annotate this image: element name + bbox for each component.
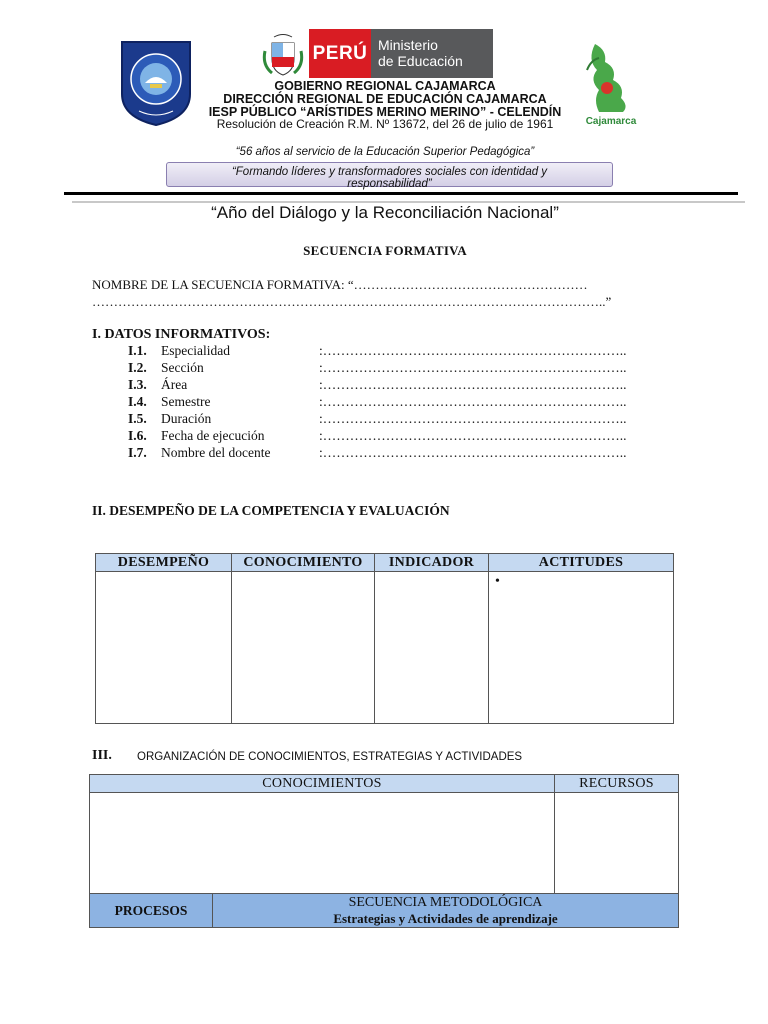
info-row-fecha — [128, 428, 627, 444]
info-row-dots: :………………………………………………………….. — [319, 377, 627, 392]
peru-badge: PERÚ — [309, 29, 371, 78]
info-row-docente — [128, 445, 627, 461]
info-row-dots: :………………………………………………………….. — [319, 343, 627, 358]
ministry-badge — [371, 29, 493, 78]
col-conocimiento: CONOCIMIENTO — [232, 554, 375, 572]
info-row-dots: :………………………………………………………….. — [319, 445, 627, 460]
cajamarca-logo-text: Cajamarca — [585, 116, 637, 127]
cell-conocimientos[interactable] — [90, 793, 555, 894]
table-row — [90, 894, 679, 928]
cell-conocimiento[interactable] — [232, 572, 375, 724]
col-indicador: INDICADOR — [375, 554, 489, 572]
cell-indicador[interactable] — [375, 572, 489, 724]
table-header-row — [90, 775, 679, 793]
col-recursos: RECURSOS — [555, 775, 679, 793]
header-line-3: IESP PÚBLICO “ARÍSTIDES MERINO MERINO” - CELENDÍN — [208, 105, 562, 119]
info-row-number: I.1. — [128, 343, 147, 358]
info-row-label: Área — [161, 377, 188, 392]
ministry-line2: de Educación — [378, 53, 463, 69]
section3-title: ORGANIZACIÓN DE CONOCIMIENTOS, ESTRATEGIAS Y ACTIVIDADES — [137, 751, 523, 763]
table-header-row — [96, 554, 674, 572]
year-title: “Año del Diálogo y la Reconciliación Nacional” — [211, 203, 559, 222]
header-line-1: GOBIERNO REGIONAL CAJAMARCA — [274, 79, 496, 93]
info-row-label: Sección — [161, 360, 204, 375]
cell-actitudes[interactable] — [489, 572, 674, 724]
national-shield-icon — [262, 33, 304, 79]
info-row-dots: :………………………………………………………….. — [319, 411, 627, 426]
organization-table — [89, 774, 679, 928]
info-row-number: I.7. — [128, 445, 147, 460]
section3-number: III. — [92, 748, 112, 763]
info-row-number: I.5. — [128, 411, 147, 426]
cell-desempeno[interactable] — [96, 572, 232, 724]
motto-box-line1: “Formando líderes y transformadores sociales con identidad y — [231, 166, 548, 178]
competence-table — [95, 553, 674, 724]
info-row-label: Especialidad — [161, 343, 230, 358]
motto-text: “56 años al servicio de la Educación Superior Pedagógica” — [235, 146, 535, 158]
info-row-label: Fecha de ejecución — [161, 428, 265, 443]
secuencia-subtitle: Estrategias y Actividades de aprendizaje — [333, 910, 558, 926]
sequence-name-line1: NOMBRE DE LA SECUENCIA FORMATIVA: “……………………………………………… — [92, 277, 588, 292]
col-actitudes: ACTITUDES — [489, 554, 674, 572]
info-row-duracion — [128, 411, 627, 427]
header-line-2: DIRECCIÓN REGIONAL DE EDUCACIÓN CAJAMARCA — [223, 92, 547, 106]
section2-title: II. DESEMPEÑO DE LA COMPETENCIA Y EVALUACIÓN — [92, 503, 450, 518]
motto-box — [166, 162, 613, 190]
info-row-dots: :………………………………………………………….. — [319, 394, 627, 409]
section1-title: I. DATOS INFORMATIVOS: — [92, 327, 271, 342]
sequence-name-line2: ………………………………………………………………………………………………………..” — [92, 294, 612, 309]
info-row-seccion — [128, 360, 627, 376]
info-row-especialidad — [128, 343, 627, 359]
ministry-line1: Ministerio — [378, 37, 438, 53]
cell-recursos[interactable] — [555, 793, 679, 894]
info-row-number: I.3. — [128, 377, 147, 392]
info-row-dots: :………………………………………………………….. — [319, 428, 627, 443]
info-row-label: Nombre del docente — [161, 445, 271, 460]
info-row-label: Duración — [161, 411, 212, 426]
col-conocimientos: CONOCIMIENTOS — [90, 775, 555, 793]
document-title: SECUENCIA FORMATIVA — [303, 243, 467, 258]
info-row-number: I.6. — [128, 428, 147, 443]
header-resolution: Resolución de Creación R.M. Nº 13672, del 26 de julio de 1961 — [216, 117, 554, 131]
info-row-semestre — [128, 394, 627, 410]
info-row-area — [128, 377, 627, 393]
motto-box-line2: responsabilidad” — [347, 178, 432, 190]
table-row — [96, 572, 674, 724]
col-desempeno: DESEMPEÑO — [96, 554, 232, 572]
secuencia-header — [213, 894, 679, 928]
procesos-label: PROCESOS — [90, 894, 213, 928]
header-rule — [64, 192, 738, 195]
info-row-number: I.2. — [128, 360, 147, 375]
secuencia-title: SECUENCIA METODOLÓGICA — [348, 894, 543, 910]
bullet: • — [495, 574, 500, 589]
info-row-number: I.4. — [128, 394, 147, 409]
info-row-dots: :………………………………………………………….. — [319, 360, 627, 375]
info-row-label: Semestre — [161, 394, 211, 409]
table-row — [90, 793, 679, 894]
